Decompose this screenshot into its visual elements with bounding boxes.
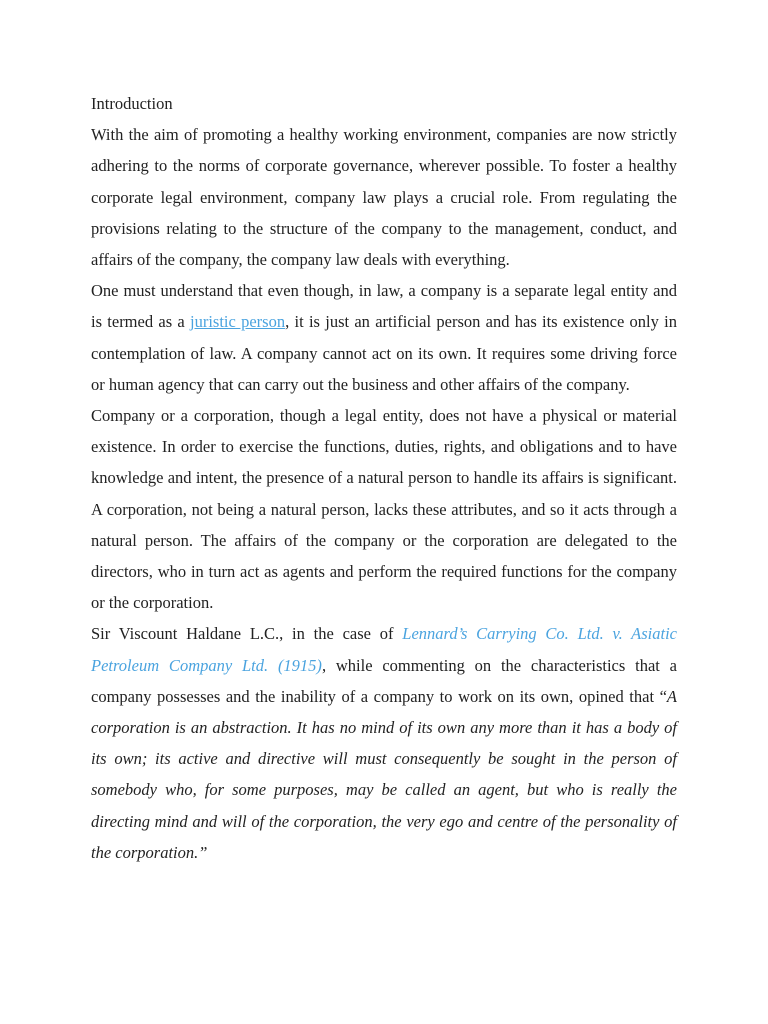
paragraph-text: , it is just an artificial person and has its existence only in contemplation of law. A company cannot act on its own. It requires some driving force or human agency that can carry out the business and other affairs of the company.	[91, 312, 677, 394]
paragraph-text: Sir Viscount Haldane L.C., in the case of	[91, 624, 403, 644]
juristic-person-link[interactable]: juristic person	[190, 312, 286, 332]
case-citation-link[interactable]: Lennard’s Carrying Co. Ltd. v. Asiatic Petroleum Company Ltd. (1915)	[91, 624, 678, 675]
paragraph-intro: With the aim of promoting a healthy working environment, companies are now strictly adhering to the norms of corporate governance, wherever possible. To foster a healthy corporate legal environment, company law plays a crucial role. From regulating the provisions relating to the structure of the company to the management, conduct, and affairs of the company, the company law deals with everything.	[91, 125, 677, 270]
section-heading: Introduction	[91, 94, 173, 113]
haldane-quote: A corporation is an abstraction. It has no mind of its own any more than it has a body of its own; its active and directive will must consequently be sought in the person of somebody who, for some purposes, may be called an agent, but who is really the directing mind and will of the corporation, the very ego and centre of the personality of the corporation.”	[91, 686, 677, 862]
paragraph-text: One must understand that even though, in law, a company is a separate legal entity and is termed as a	[91, 281, 677, 332]
paragraph-juristic-person	[91, 275, 677, 400]
document-page	[91, 88, 677, 868]
paragraph-corporation: Company or a corporation, though a legal entity, does not have a physical or material existence. In order to exercise the functions, duties, rights, and obligations and to have knowledge and intent, the presence of a natural person to handle its affairs is significant. A corporation, not being a natural person, lacks these attributes, and so it acts through a natural person. The affairs of the company or the corporation are delegated to the directors, who in turn act as agents and perform the required functions for the company or the corporation.	[91, 406, 677, 613]
paragraph-text: , while commenting on the characteristics that a company possesses and the inability of a company to work on its own, opined that “	[91, 655, 677, 706]
paragraph-haldane	[91, 618, 677, 868]
